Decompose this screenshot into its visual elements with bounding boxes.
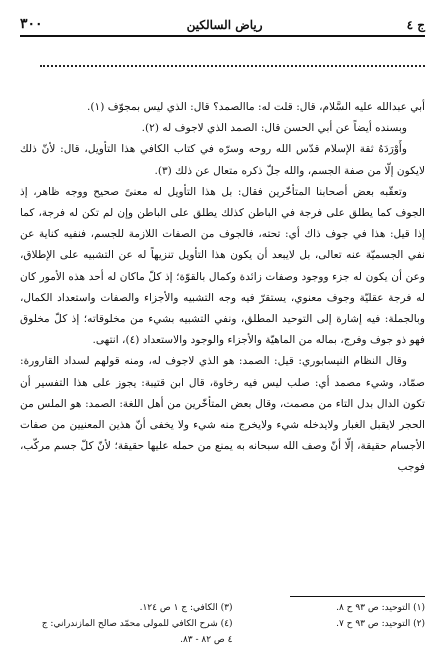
footnote: (٤) شرح الكافي للمولى محمّد صالح المازندراني: ج ٤ ص ٨٢ - ٨٣. <box>41 619 233 645</box>
paragraph: وقال النظام النيسابوري: قيل: الصمد: هو الذي لاجوف له، ومنه قولهم لسداد القارورة: صمّاد، وشيء مصمد أي: صلب ليس فيه رخاوة، قال ابن قتيبة: يجوز على هذا التفسير أن تكون الدال بدل التاء من مصمت، وقال بعض المتأخّرين من أهل اللغة: الصمد: هو الملس من الحجر لايقبل الغبار ولايدخله شيء ولايخرج منه شيء ولا يخفى أنّ هذين المعنيين من صفات الأجسام حقيقة، إلّا أنّ وصف الله سبحانه به يمنع من حمله عليها حقيقة؛ لأنّ كلّ جسم مركّب، فوجب <box>20 355 425 474</box>
page-header <box>20 8 425 32</box>
footnote: (٣) الكافي: ج ١ ص ١٢٤. <box>139 603 233 613</box>
paragraph: وتعقّبه بعض أصحابنا المتأخّرين فقال: بل هذا التأويل له معنىً صحيح ووجه ظاهر، إذ الجوف كما يطلق على فرجة في الباطن كذلك يطلق على الباطن وإن لم تكن له فرجة، كما إذا قيل: هذا في جوف ذاك أي: تحته، فالجوف من الصفات اللازمة للجسم، فنفيه كناية عن نفي الجسميّة عنه تعالى، بل لايبعد أن يكون هذا التأويل تنزيهاً له عن التشبيه على الإطلاق، وعن أن يكون له جزء ووجود وصفات زائدة وكمال بالقوّة؛ إذ كلّ ماكان له أحد هذه الأمور كان له فرجة عقليّة وجوف معنوي، يستقرّ فيه وجه التشبيه والأجزاء والصفات واستعداد الكمال، وبالجملة: فيه إشارة إلى التوحيد المطلق، ونفي التشبيه بشيء من مخلوقاته؛ إذ كلّ مخلوق فهو ذو جوف وفرج، بماله من الماهيّة والأجزاء والوجود والاستعداد (٤)، انتهى. <box>20 185 425 347</box>
paragraph: أبي عبدالله عليه السَّلام، قال: قلت له: ماالصمد؟ قال: الذي ليس بمجوّف (١). <box>87 101 425 113</box>
header-rule <box>20 35 425 37</box>
paragraph: وبسنده أيضاً عن أبي الحسن قال: الصمد الذي لاجوف له (٢). <box>141 122 407 135</box>
paragraph: وأَوْرَدَهُ ثقة الإسلام قدّس الله روحه وسرّه في كتاب الكافي هذا التأويل، قال: لأنّ ذلك لايكون إلّا من صفة الجسم، والله جلّ ذكره متعال عن ذلك (٣). <box>20 143 425 177</box>
running-title: رياض السالكين <box>186 18 263 32</box>
footnote: (١) التوحيد: ص ٩٣ ح ٨. <box>336 603 425 613</box>
main-text <box>20 97 425 479</box>
volume-label: ج ٤ <box>406 18 425 32</box>
footnotes <box>40 600 425 648</box>
footnote-rule <box>290 596 425 597</box>
page-number: ٣٠٠ <box>20 16 43 32</box>
footnote-row <box>40 616 425 648</box>
footnote: (٢) التوحيد: ص ٩٣ ح ٧. <box>336 619 425 629</box>
footnote-row <box>40 600 425 616</box>
dotted-separator <box>40 65 425 67</box>
